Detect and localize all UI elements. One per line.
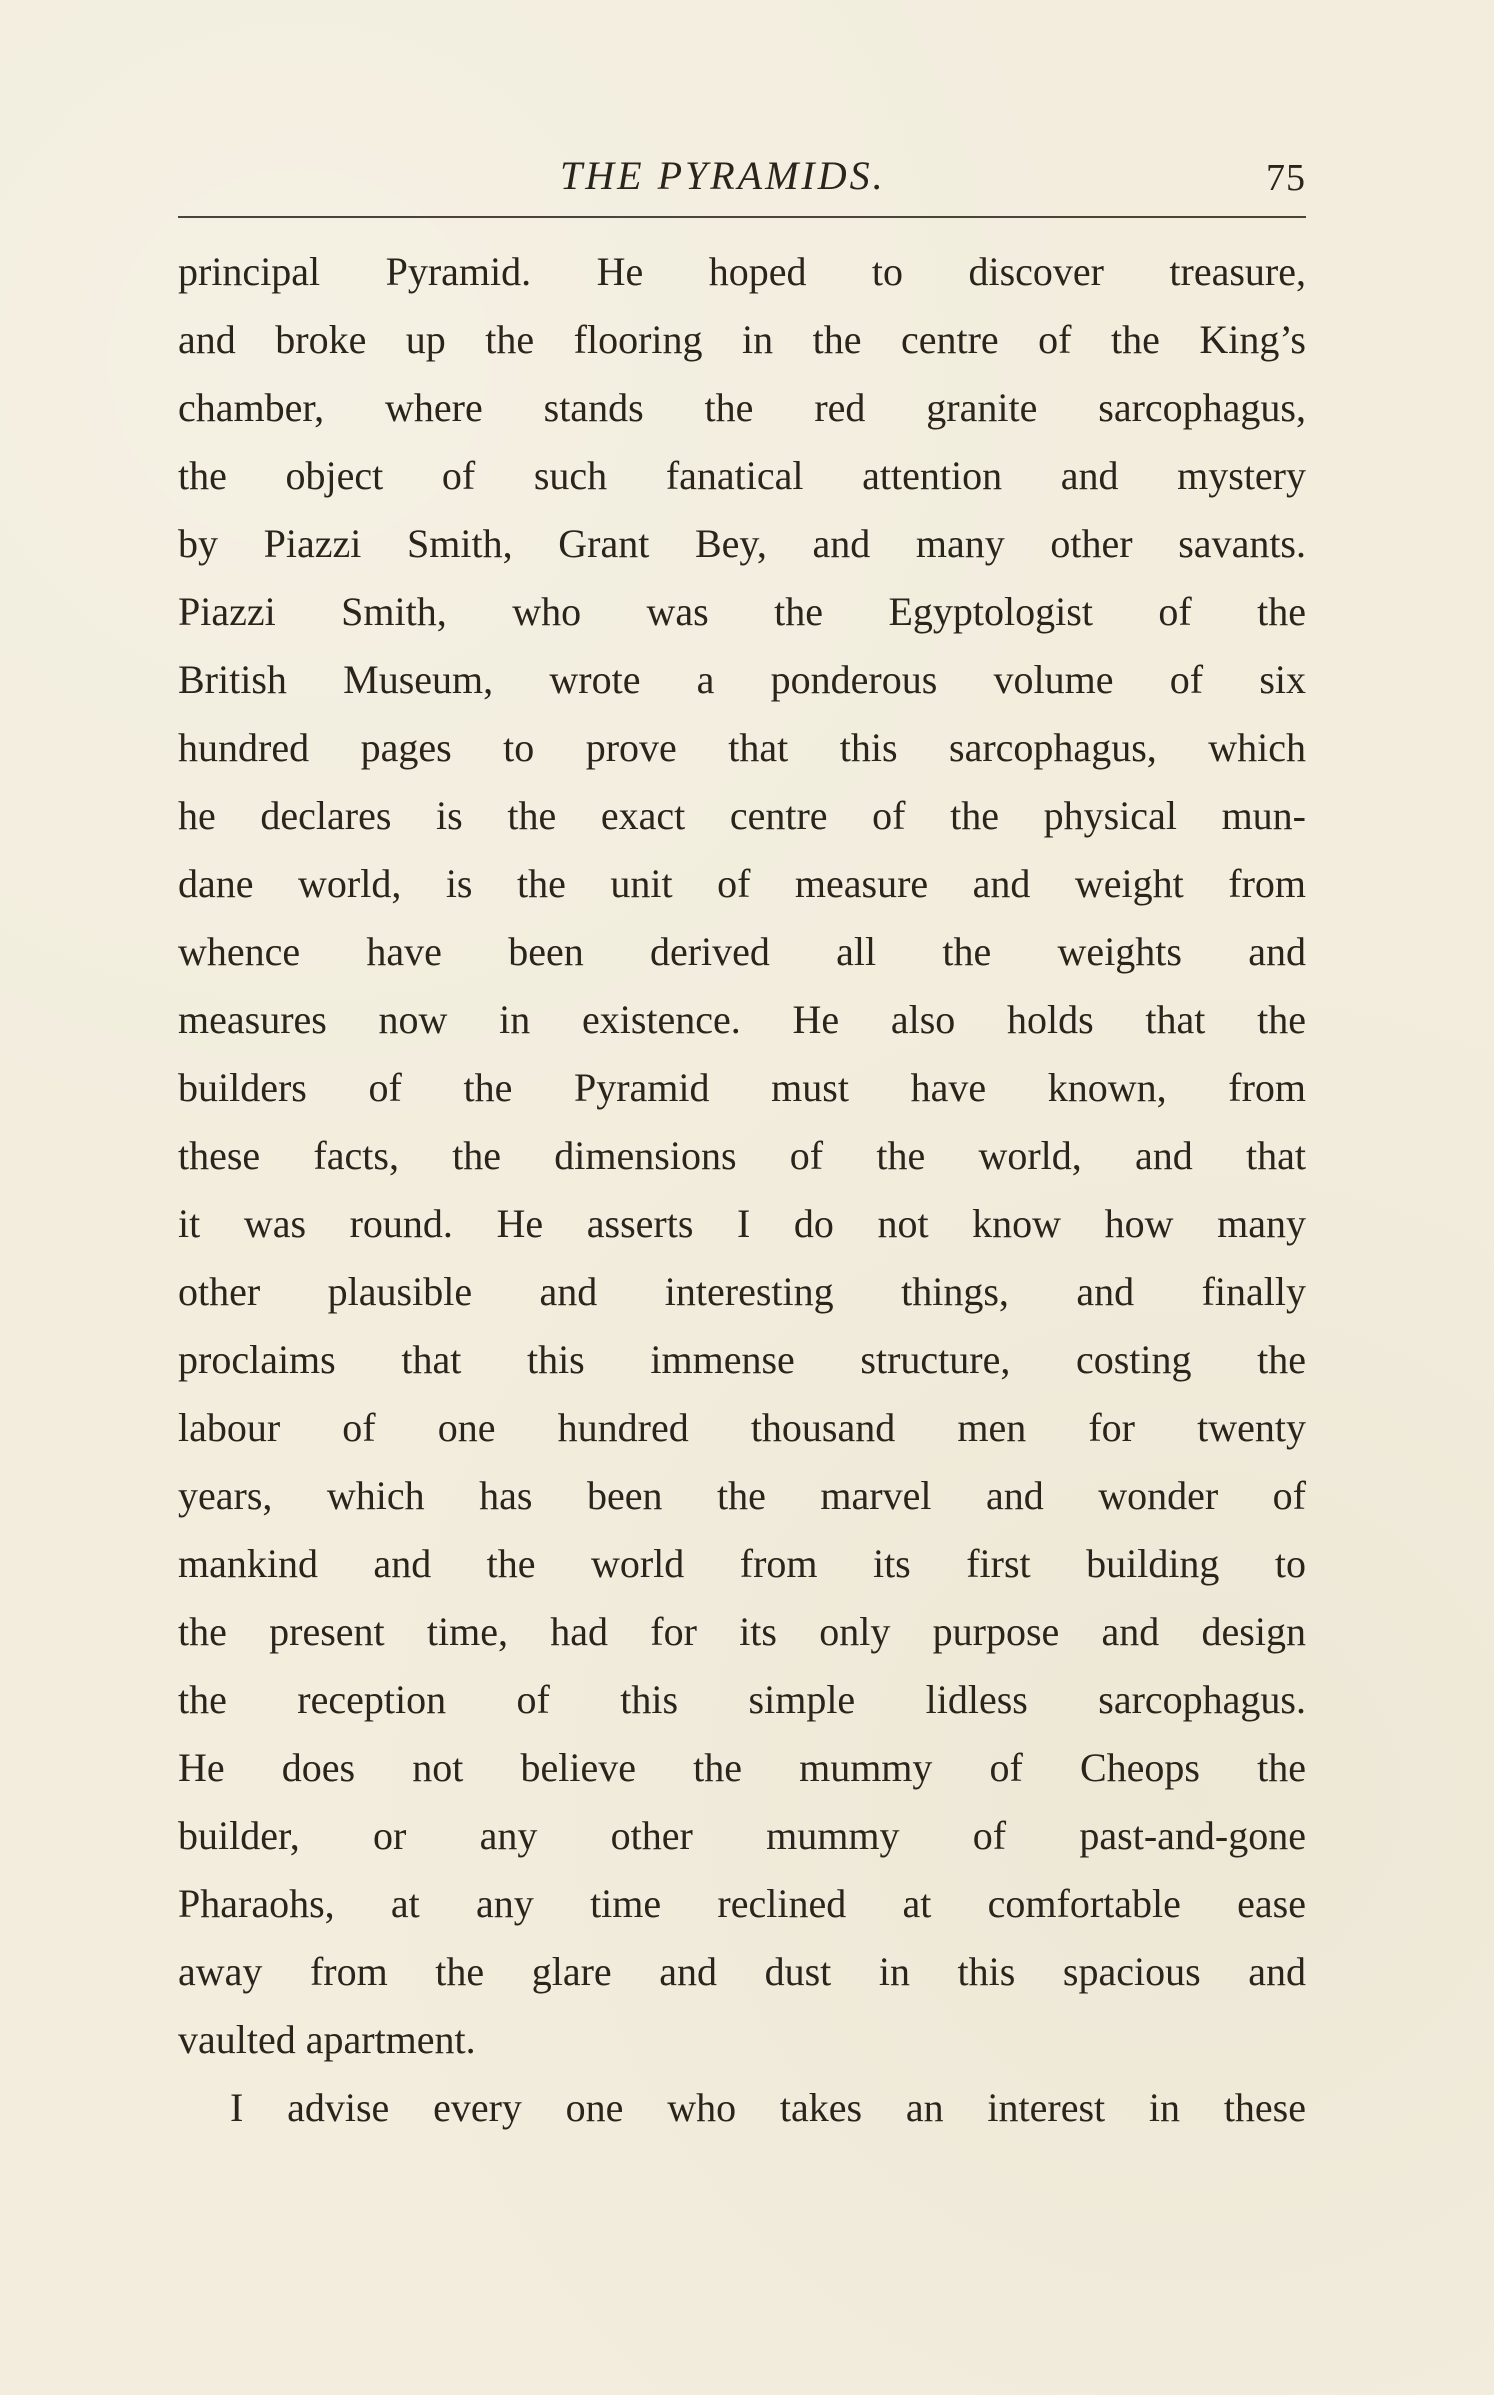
text-line: I advise every one who takes an interest in these <box>230 2085 1306 2130</box>
text-line: mankind and the world from its first building to <box>178 1541 1306 1586</box>
text-line: the object of such fanatical attention and mystery <box>178 453 1306 498</box>
text-line: the reception of this simple lidless sarcophagus. <box>178 1677 1306 1722</box>
text-line: vaulted apartment. <box>178 2017 476 2062</box>
text-line: principal Pyramid. He hoped to discover treasure, <box>178 249 1306 294</box>
text-line: builder, or any other mummy of past-and-gone <box>178 1813 1306 1858</box>
text-line: proclaims that this immense structure, costing the <box>178 1337 1306 1382</box>
page-number: 75 <box>1266 157 1306 199</box>
running-title: THE PYRAMIDS. <box>560 153 886 198</box>
text-line: whence have been derived all the weights and <box>178 929 1306 974</box>
text-line: hundred pages to prove that this sarcophagus, which <box>178 725 1306 770</box>
text-line: the present time, had for its only purpose and design <box>178 1609 1306 1654</box>
text-line: by Piazzi Smith, Grant Bey, and many other savants. <box>178 521 1306 566</box>
text-line: years, which has been the marvel and wonder of <box>178 1473 1306 1518</box>
text-line: Pharaohs, at any time reclined at comfortable ease <box>178 1881 1306 1926</box>
text-line: labour of one hundred thousand men for twenty <box>178 1405 1306 1450</box>
text-line: He does not believe the mummy of Cheops the <box>178 1745 1306 1790</box>
text-line: measures now in existence. He also holds that the <box>178 997 1306 1042</box>
text-line: he declares is the exact centre of the physical mun- <box>178 793 1306 838</box>
text-line: chamber, where stands the red granite sarcophagus, <box>178 385 1306 430</box>
body-text <box>178 238 1306 2142</box>
header-rule <box>178 216 1306 218</box>
text-line: away from the glare and dust in this spacious and <box>178 1949 1306 1994</box>
text-line: other plausible and interesting things, and finally <box>178 1269 1306 1314</box>
text-line: builders of the Pyramid must have known, from <box>178 1065 1306 1110</box>
text-line: Piazzi Smith, who was the Egyptologist of the <box>178 589 1306 634</box>
text-line: British Museum, wrote a ponderous volume of six <box>178 657 1306 702</box>
text-line: these facts, the dimensions of the world, and that <box>178 1133 1306 1178</box>
text-line: it was round. He asserts I do not know how many <box>178 1201 1306 1246</box>
text-line: and broke up the flooring in the centre of the King’s <box>178 317 1306 362</box>
text-line: dane world, is the unit of measure and weight from <box>178 861 1306 906</box>
page-header <box>178 146 1306 220</box>
